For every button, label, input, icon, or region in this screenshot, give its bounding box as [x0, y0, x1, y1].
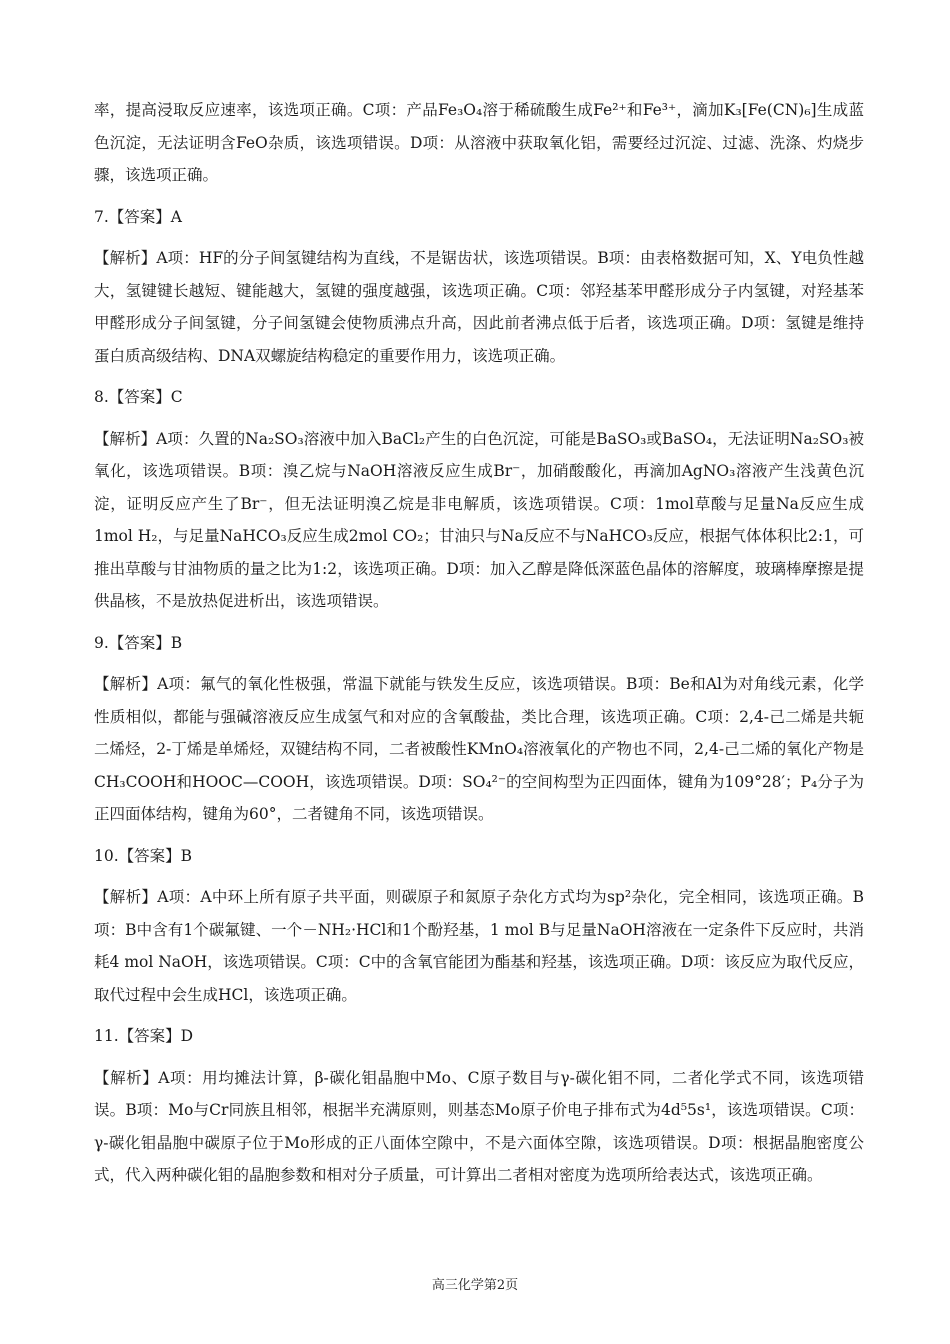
- paragraph: 【解析】A项：HF的分子间氢键结构为直线，不是锯齿状，该选项错误。B项：由表格数据可知，X、Y电负性越大，氢键键长越短、键能越大，氢键的强度越强，该选项正确。C项：邻羟基苯甲醛形成分子内氢键，对羟基苯甲醛形成分子间氢键，分子间氢键会使物质沸点升高，因此前者沸点低于后者，该选项正确。D项：氢键是维持蛋白质高级结构、DNA双螺旋结构稳定的重要作用力，该选项正确。: [94, 249, 864, 365]
- page-footer: 高三化学第2页: [431, 1278, 519, 1293]
- answer-line: 7.【答案】A: [94, 207, 182, 226]
- answer-line: 8.【答案】C: [94, 388, 183, 406]
- paragraph: 【解析】A项：久置的Na₂SO₃溶液中加入BaCl₂产生的白色沉淀，可能是BaSO₃或BaSO₄，无法证明Na₂SO₃被氧化，该选项错误。B项：溴乙烷与NaOH溶液反应生成Br⁻，加硝酸酸化，再滴加AgNO₃溶液产生浅黄色沉淀，证明反应产生了Br⁻，但无法证明溴乙烷是非电解质，该选项错误。C项：1mol草酸与足量Na反应生成1mol H₂，与足量NaHCO₃反应生成2mol CO₂；甘油只与Na反应不与NaHCO₃反应，根据气体体积比2:1，可推出草酸与甘油物质的量之比为1:2，该选项正确。D项：加入乙醇是降低深蓝色晶体的溶解度，玻璃棒摩擦是提供晶核，不是放热促进析出，该选项错误。: [94, 429, 864, 610]
- paragraph: 【解析】A项：用均摊法计算，β-碳化钼晶胞中Mo、C原子数目与γ-碳化钼不同，二者化学式不同，该选项错误。B项：Mo与Cr同族且相邻，根据半充满原则，则基态Mo原子价电子排布式为4d⁵5s¹，该选项错误。C项：γ-碳化钼晶胞中碳原子位于Mo形成的正八面体空隙中，不是六面体空隙，该选项错误。D项：根据晶胞密度公式，代入两种碳化钼的晶胞参数和相对分子质量，可计算出二者相对密度为选项所给表达式，该选项正确。: [94, 1068, 864, 1184]
- answer-line: 9.【答案】B: [94, 633, 183, 652]
- document-body: [94, 94, 864, 1201]
- paragraph: 率，提高浸取反应速率，该选项正确。C项：产品Fe₃O₄溶于稀硫酸生成Fe²⁺和Fe³⁺，滴加K₃[Fe(CN)₆]生成蓝色沉淀，无法证明含FeO杂质，该选项错误。D项：从溶液中获取氧化铝，需要经过沉淀、过滤、洗涤、灼烧步骤，该选项正确。: [94, 101, 864, 184]
- answer-line: 10.【答案】B: [94, 846, 193, 865]
- answer-line: 11.【答案】D: [94, 1027, 194, 1045]
- paragraph: 【解析】A项：氟气的氧化性极强，常温下就能与铁发生反应，该选项错误。B项：Be和Al为对角线元素，化学性质相似，都能与强碱溶液反应生成氢气和对应的含氧酸盐，类比合理，该选项正确。C项：2,4-己二烯是共轭二烯烃，2-丁烯是单烯烃，双键结构不同，二者被酸性KMnO₄溶液氧化的产物也不同，2,4-己二烯的氧化产物是CH₃COOH和HOOC—COOH，该选项错误。D项：SO₄²⁻的空间构型为正四面体，键角为109°28′；P₄分子为正四面体结构，键角为60°，二者键角不同，该选项错误。: [94, 675, 864, 823]
- paragraph: 【解析】A项：A中环上所有原子共平面，则碳原子和氮原子杂化方式均为sp²杂化，完全相同，该选项正确。B项：B中含有1个碳氟键、一个－NH₂·HCl和1个酚羟基，1 mol B与足量NaOH溶液在一定条件下反应时，共消耗4 mol NaOH，该选项错误。C项：C中的含氧官能团为酯基和羟基，该选项正确。D项：该反应为取代反应，取代过程中会生成HCl，该选项正确。: [94, 888, 864, 1004]
